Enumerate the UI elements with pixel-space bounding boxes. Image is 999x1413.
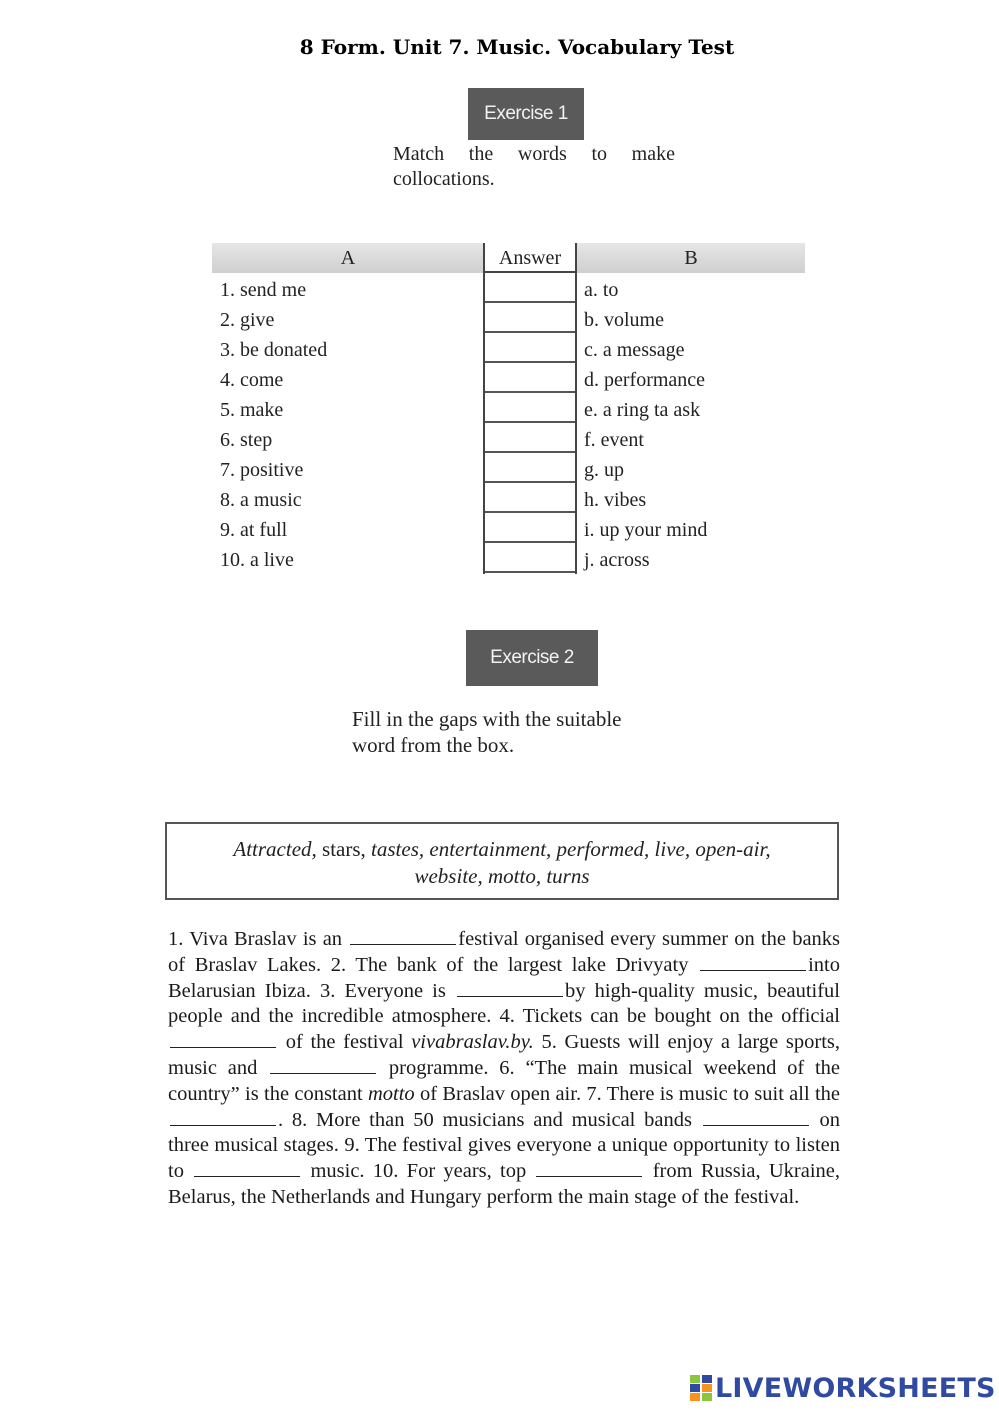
instruction-word: make bbox=[631, 143, 675, 165]
list-item: i. up your mind bbox=[584, 519, 708, 541]
answer-box-3[interactable] bbox=[485, 333, 575, 363]
column-b-list bbox=[584, 275, 707, 575]
word: turns bbox=[546, 864, 590, 888]
word: website, bbox=[414, 864, 483, 888]
text-segment: festival organised every summer on the banks of Braslav Lakes. 2. The bank of the largest lake Drivyaty bbox=[168, 928, 841, 976]
list-item: 6. step bbox=[220, 429, 273, 451]
exercise-1-label: Exercise 1 bbox=[468, 88, 584, 140]
instruction-word: the bbox=[468, 143, 494, 165]
text-segment: programme. 6. “The main musical weekend of the country” is the constant bbox=[168, 1056, 841, 1105]
word: open-air, bbox=[695, 837, 771, 861]
answer-box-5[interactable] bbox=[485, 393, 575, 423]
gap-7[interactable] bbox=[703, 1108, 809, 1126]
column-a-header: A bbox=[340, 247, 356, 269]
instruction-line-1: Fill in the gaps with the suitable bbox=[352, 707, 622, 731]
gap-fill-text bbox=[168, 927, 840, 1211]
text-segment: music. 10. For years, top bbox=[310, 1160, 527, 1183]
list-item: h. vibes bbox=[584, 489, 647, 511]
list-item: 5. make bbox=[220, 399, 284, 421]
word: performed, bbox=[556, 837, 650, 861]
list-item: b. volume bbox=[584, 309, 664, 331]
answer-box-7[interactable] bbox=[485, 453, 575, 483]
gap-5[interactable] bbox=[270, 1056, 376, 1074]
gap-2[interactable] bbox=[700, 953, 806, 971]
word: stars, bbox=[322, 837, 366, 861]
exercise-2-label: Exercise 2 bbox=[466, 630, 598, 686]
answer-box-2[interactable] bbox=[485, 303, 575, 333]
answer-box-1[interactable] bbox=[485, 273, 575, 303]
text-segment: by high-quality music, beautiful people and the incredible atmosphere. 4. Tickets can be bought on the official bbox=[168, 979, 840, 1028]
text-segment: 5. Guests will enjoy a large sports, music and bbox=[168, 1031, 841, 1079]
exercise-1-instruction bbox=[393, 142, 675, 192]
gap-4[interactable] bbox=[170, 1030, 276, 1048]
list-item: 2. give bbox=[220, 309, 275, 331]
column-b-header: B bbox=[684, 247, 698, 269]
word: live, bbox=[654, 837, 691, 861]
word: tastes, bbox=[371, 837, 425, 861]
list-item: c. a message bbox=[584, 339, 685, 361]
text-segment: . 8. More than 50 musicians and musical bands bbox=[278, 1108, 692, 1131]
gap-6[interactable] bbox=[170, 1108, 276, 1126]
gap-8[interactable] bbox=[194, 1159, 300, 1177]
text-segment: into Belarusian Ibiza. 3. Everyone is bbox=[168, 953, 840, 1002]
answer-box-4[interactable] bbox=[485, 363, 575, 393]
text-segment: from Russia, Ukraine, Belarus, the Netherlands and Hungary perform the main stage of the festival. bbox=[168, 1160, 841, 1208]
word: entertainment, bbox=[429, 837, 552, 861]
list-item: g. up bbox=[584, 459, 624, 481]
motto-word: motto bbox=[367, 1082, 415, 1105]
list-item: 9. at full bbox=[220, 519, 288, 541]
gap-3[interactable] bbox=[457, 979, 563, 997]
list-item: 1. send me bbox=[220, 279, 307, 301]
list-item: 10. a live bbox=[220, 549, 294, 571]
list-item: a. to bbox=[584, 279, 619, 301]
instruction-word: to bbox=[591, 143, 607, 165]
instruction-word: words bbox=[517, 143, 567, 165]
answer-box-8[interactable] bbox=[485, 483, 575, 513]
liveworksheets-brand[interactable] bbox=[690, 1372, 996, 1404]
instruction-word: Match bbox=[393, 143, 445, 165]
list-item: d. performance bbox=[584, 369, 706, 391]
word-box bbox=[165, 822, 839, 900]
list-item: e. a ring ta ask bbox=[584, 399, 701, 421]
list-item: j. across bbox=[584, 549, 650, 571]
exercise-2-instruction bbox=[352, 706, 702, 758]
brand-text: LIVEWORKSHEETS bbox=[715, 1372, 996, 1404]
gap-1[interactable] bbox=[350, 927, 456, 945]
liveworksheets-logo-icon bbox=[690, 1375, 712, 1401]
page-title: 8 Form. Unit 7. Music. Vocabulary Test bbox=[299, 35, 735, 59]
text-segment: of Braslav open air. 7. There is music to suit all the bbox=[420, 1082, 841, 1105]
gap-9[interactable] bbox=[536, 1159, 642, 1177]
list-item: 7. positive bbox=[220, 459, 304, 481]
text-segment: 1. Viva Braslav is an bbox=[168, 928, 343, 950]
list-item: f. event bbox=[584, 429, 644, 451]
answer-header: Answer bbox=[485, 243, 575, 273]
list-item: 8. a music bbox=[220, 489, 302, 511]
word: motto, bbox=[487, 864, 542, 888]
instruction-line-2: collocations. bbox=[393, 168, 495, 190]
word: Attracted, bbox=[233, 837, 317, 861]
list-item: 3. be donated bbox=[220, 339, 328, 361]
answer-box-6[interactable] bbox=[485, 423, 575, 453]
instruction-line-2: word from the box. bbox=[352, 733, 515, 757]
text-segment: of the festival bbox=[285, 1031, 404, 1054]
column-a-list bbox=[220, 275, 327, 575]
answer-column bbox=[483, 243, 577, 574]
list-item: 4. come bbox=[220, 369, 284, 391]
text-segment: on three musical stages. 9. The festival gives everyone a unique opportunity to listen to bbox=[168, 1108, 840, 1183]
website-name: vivabraslav.by. bbox=[411, 1031, 534, 1054]
answer-box-9[interactable] bbox=[485, 513, 575, 543]
answer-box-10[interactable] bbox=[485, 543, 575, 573]
